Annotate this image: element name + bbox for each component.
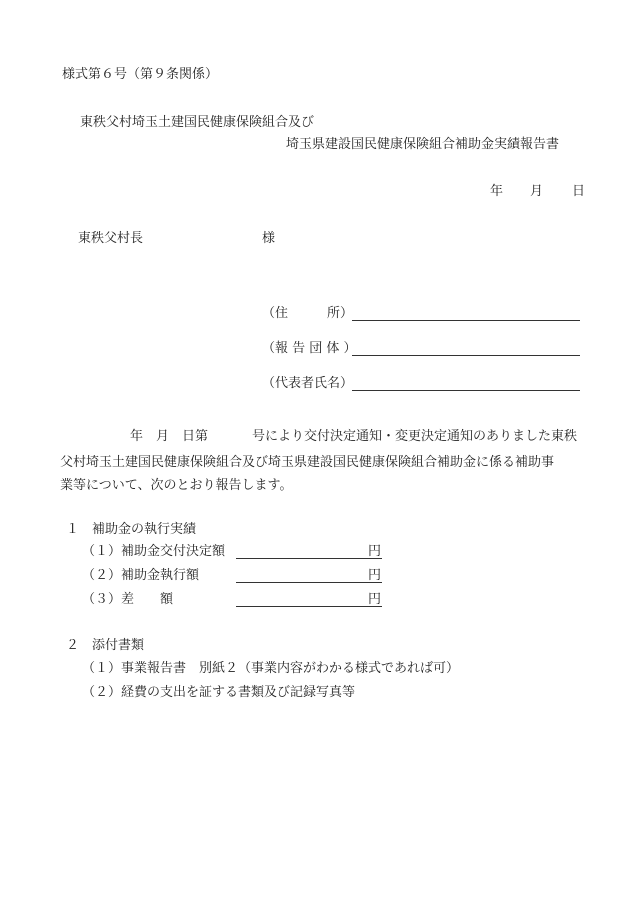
item-grant-decision-unit: 円 — [368, 544, 382, 559]
body-line-2: 父村埼玉土建国民健康保険組合及び埼玉県建設国民健康保険組合補助金に係る補助事 — [60, 455, 555, 470]
org-input-line[interactable] — [352, 355, 580, 356]
body-line-3: 業等について、次のとおり報告します。 — [60, 478, 293, 493]
attachment-item: （２）経費の支出を証する書類及び記録写真等 — [82, 685, 356, 700]
item-grant-executed-unit: 円 — [368, 568, 382, 583]
rep-input-line[interactable] — [352, 390, 580, 391]
item-grant-executed-label: （２）補助金執行額 — [82, 568, 200, 583]
address-label: （住 所） — [262, 306, 354, 321]
item-grant-decision-label: （１）補助金交付決定額 — [82, 544, 226, 559]
org-label: （報 告 団 体 ） — [262, 341, 357, 356]
section1-heading: １ 補助金の執行実績 — [66, 522, 197, 537]
section2-heading: ２ 添付書類 — [66, 638, 145, 653]
item-difference-unit: 円 — [368, 592, 382, 607]
date-year: 年 — [490, 184, 504, 199]
date-day: 日 — [572, 184, 586, 199]
addressee-name: 東秩父村長 — [78, 231, 144, 246]
form-number: 様式第６号（第９条関係） — [62, 67, 219, 82]
date-month: 月 — [530, 184, 544, 199]
title-line-1: 東秩父村埼玉土建国民健康保険組合及び — [80, 115, 315, 130]
ref-text: 号により交付決定通知・変更決定通知のありました東秩 — [252, 429, 578, 444]
item-grant-decision-line[interactable] — [236, 558, 382, 559]
address-input-line[interactable] — [352, 320, 580, 321]
ref-day: 日第 — [182, 429, 209, 444]
title-line-2: 埼玉県建設国民健康保険組合補助金実績報告書 — [286, 137, 560, 152]
rep-label: （代表者氏名） — [262, 376, 354, 391]
addressee-honorific: 様 — [262, 231, 276, 246]
ref-month: 月 — [156, 429, 170, 444]
item-grant-executed-line[interactable] — [236, 582, 382, 583]
ref-year: 年 — [130, 429, 144, 444]
item-difference-label: （３）差 額 — [82, 592, 174, 607]
item-difference-line[interactable] — [236, 606, 382, 607]
attachment-item: （１）事業報告書 別紙２（事業内容がわかる様式であれば可） — [82, 661, 460, 676]
